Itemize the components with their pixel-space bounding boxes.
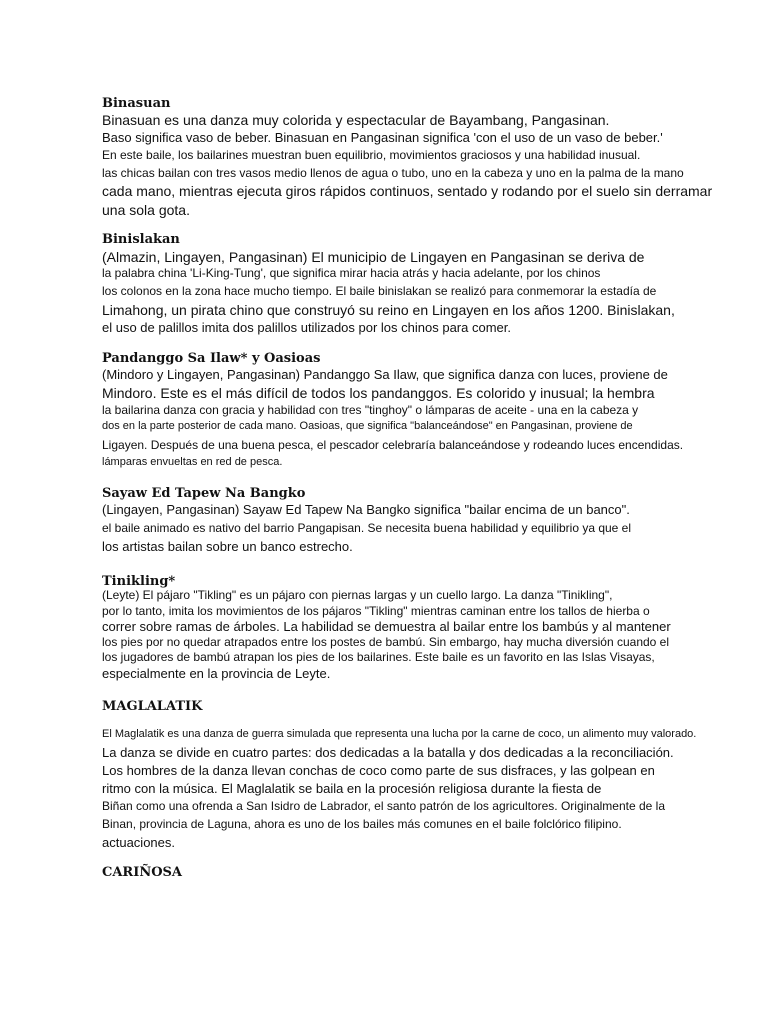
paragraph-line: las chicas bailan con tres vasos medio llenos de agua o tubo, uno en la cabeza y uno en la palma de la mano: [102, 166, 684, 180]
paragraph-line: lámparas envueltas en red de pesca.: [102, 456, 283, 468]
paragraph-line: (Mindoro y Lingayen, Pangasinan) Pandanggo Sa Ilaw, que significa danza con luces, proviene de: [102, 367, 668, 382]
section-title-binislakan: Binislakan: [102, 232, 180, 247]
paragraph-line: ritmo con la música. El Maglalatik se baila en la procesión religiosa durante la fiesta de: [102, 781, 602, 796]
paragraph-line: por lo tanto, imita los movimientos de los pájaros "Tikling" mientras caminan entre los tallos de hierba o: [102, 604, 650, 618]
section-title-pandanggo: Pandanggo Sa Ilaw* y Oasioas: [102, 351, 321, 366]
paragraph-line: (Leyte) El pájaro "Tikling" es un pájaro con piernas largas y un cuello largo. La danza "Tinikling",: [102, 588, 613, 602]
paragraph-line: el uso de palillos imita dos palillos utilizados por los chinos para comer.: [102, 320, 511, 335]
paragraph-line: Biñan como una ofrenda a San Isidro de Labrador, el santo patrón de los agricultores. Originalmente de la: [102, 799, 666, 813]
paragraph-line: la palabra china 'Li-King-Tung', que significa mirar hacia atrás y hacia adelante, por los chinos: [102, 266, 601, 280]
paragraph-line: Mindoro. Este es el más difícil de todos los pandanggos. Es colorido y inusual; la hembra: [102, 385, 655, 401]
paragraph-line: los jugadores de bambú atrapan los pies de los bailarines. Este baile es un favorito en las Islas Visayas,: [102, 650, 655, 664]
paragraph-line: actuaciones.: [102, 835, 175, 850]
paragraph-line: El Maglalatik es una danza de guerra simulada que representa una lucha por la carne de coco, un alimento muy valorado.: [102, 728, 697, 740]
paragraph-line: los colonos en la zona hace mucho tiempo. El baile binislakan se realizó para conmemorar la estadía de: [102, 284, 657, 298]
paragraph-line: especialmente en la provincia de Leyte.: [102, 666, 331, 681]
paragraph-line: Ligayen. Después de una buena pesca, el pescador celebraría balanceándose y rodeando luces encendidas.: [102, 438, 684, 452]
section-title-maglalatik: MAGLALATIK: [102, 699, 203, 714]
paragraph-line: La danza se divide en cuatro partes: dos dedicadas a la batalla y dos dedicadas a la reconciliación.: [102, 745, 674, 760]
paragraph-line: una sola gota.: [102, 202, 190, 218]
section-title-carinosa: CARIÑOSA: [102, 865, 182, 880]
paragraph-line: los pies por no quedar atrapados entre los postes de bambú. Sin embargo, hay mucha diversión cuando el: [102, 635, 670, 649]
paragraph-line: correr sobre ramas de árboles. La habilidad se demuestra al bailar entre los bambús y al mantener: [102, 619, 671, 634]
paragraph-line: Binasuan es una danza muy colorida y espectacular de Bayambang, Pangasinan.: [102, 112, 610, 128]
paragraph-line: (Almazin, Lingayen, Pangasinan) El municipio de Lingayen en Pangasinan se deriva de: [102, 249, 645, 265]
paragraph-line: Limahong, un pirata chino que construyó su reino en Lingayen en los años 1200. Binislakan,: [102, 302, 675, 318]
paragraph-line: cada mano, mientras ejecuta giros rápidos continuos, sentado y rodando por el suelo sin derramar: [102, 183, 713, 199]
paragraph-line: Los hombres de la danza llevan conchas de coco como parte de sus disfraces, y las golpean en: [102, 763, 655, 778]
section-title-binasuan: Binasuan: [102, 96, 171, 111]
paragraph-line: el baile animado es nativo del barrio Pangapisan. Se necesita buena habilidad y equilibrio ya que el: [102, 521, 632, 535]
paragraph-line: los artistas bailan sobre un banco estrecho.: [102, 539, 353, 554]
paragraph-line: En este baile, los bailarines muestran buen equilibrio, movimientos graciosos y una habilidad inusual.: [102, 148, 641, 162]
paragraph-line: Baso significa vaso de beber. Binasuan en Pangasinan significa 'con el uso de un vaso de beber.': [102, 130, 663, 145]
section-title-sayaw: Sayaw Ed Tapew Na Bangko: [102, 486, 306, 501]
paragraph-line: Binan, provincia de Laguna, ahora es uno de los bailes más comunes en el baile folclórico filipino.: [102, 817, 622, 831]
paragraph-line: la bailarina danza con gracia y habilidad con tres "tinghoy" o lámparas de aceite - una en la cabeza y: [102, 403, 639, 417]
section-title-tinikling: Tinikling*: [102, 574, 176, 589]
paragraph-line: dos en la parte posterior de cada mano. Oasioas, que significa "balanceándose" en Pangasinan, proviene de: [102, 420, 633, 432]
paragraph-line: (Lingayen, Pangasinan) Sayaw Ed Tapew Na Bangko significa "bailar encima de un banco".: [102, 502, 630, 517]
